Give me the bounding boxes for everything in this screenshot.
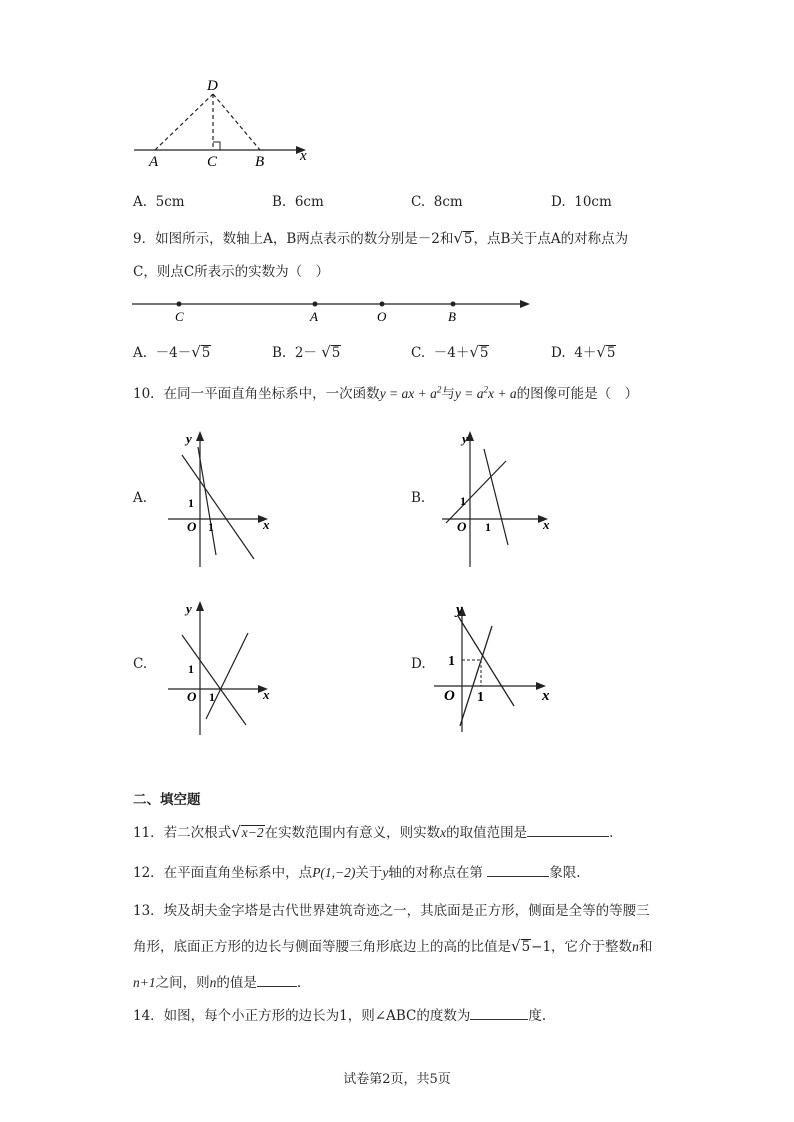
q9-line1: 9．如图所示，数轴上A，B两点表示的数分别是－2和√5，点B关于点A的对称点为 [133, 229, 629, 247]
graph-b-one-x: 1 [485, 520, 491, 534]
label-c: C [207, 154, 218, 170]
q11-answer-blank[interactable] [527, 822, 609, 837]
q10-option-b-label: B. [411, 490, 426, 506]
q9-line2: C，则点C所表示的实数为（ ） [133, 264, 330, 280]
q10-option-d-label: D. [411, 656, 426, 672]
q14-answer-blank[interactable] [470, 1005, 528, 1020]
graph-a-one-x: 1 [208, 520, 214, 534]
graph-d-one-y: 1 [448, 654, 455, 669]
graph-a-o: O [187, 519, 197, 534]
graph-b-one-y: 1 [460, 494, 466, 508]
graph-option-d [430, 598, 560, 738]
q8-option-d: D. 10cm [551, 194, 612, 210]
graph-d-y: y [456, 602, 463, 618]
number-line-q9 [128, 294, 538, 328]
graph-d-o: O [444, 688, 455, 704]
figure-q8 [128, 72, 328, 172]
label-d: D [207, 78, 218, 94]
q13-answer-blank[interactable] [257, 972, 297, 987]
graph-option-b [440, 425, 560, 575]
q12: 12．在平面直角坐标系中，点P(1,−2)关于y轴的对称点在第 象限. [133, 862, 581, 882]
q10-stem: 10．在同一平面直角坐标系中，一次函数y = ax + $a^2$与$y = a^2x + a$的图像可能是（ ） [133, 384, 639, 402]
graph-option-a [160, 425, 280, 575]
graph-option-c [160, 595, 280, 740]
q9-option-c: C. －4＋√5 [411, 343, 489, 361]
q9-option-b: B. 2－ √5 [272, 343, 341, 361]
q11: 11．若二次根式√x−2在实数范围内有意义，则实数x的取值范围是 . [133, 823, 614, 841]
graph-c-one-x: 1 [209, 690, 215, 704]
graph-b-o: O [457, 519, 467, 534]
q9-option-d: D. 4＋√5 [551, 343, 616, 361]
q8-option-c: C. 8cm [411, 194, 463, 210]
label-x: x [300, 148, 307, 164]
q13-line2: 角形，底面正方形的边长与侧面等腰三角形底边上的高的比值是√5−1，它介于整数n和 [133, 937, 653, 955]
graph-a-x: x [263, 517, 270, 532]
graph-c-o: O [187, 689, 197, 704]
q13-line3: n+1之间，则n的值是 . [133, 972, 301, 992]
label-a: A [149, 154, 159, 170]
graph-c-y: y [186, 601, 192, 616]
graph-b-y: y [462, 431, 468, 446]
section-title: 二、填空题 [133, 792, 201, 808]
q10-option-c-label: C. [133, 656, 148, 672]
graph-d-x: x [542, 688, 550, 704]
graph-a-y: y [186, 431, 192, 446]
axis-label-o: O [377, 309, 387, 324]
q10-option-a-label: A. [133, 490, 148, 506]
axis-label-a: A [310, 309, 318, 324]
q9-option-a: A. －4－√5 [133, 343, 211, 361]
graph-b-x: x [543, 517, 550, 532]
graph-a-one-y: 1 [188, 496, 194, 510]
label-b: B [255, 154, 265, 170]
q13-line1: 13．埃及胡夫金字塔是古代世界建筑奇迹之一，其底面是正方形，侧面是全等的等腰三 [133, 903, 650, 919]
q8-option-a: A. 5cm [133, 194, 185, 210]
graph-c-one-y: 1 [188, 662, 194, 676]
axis-label-b: B [448, 309, 456, 324]
axis-label-c: C [175, 309, 184, 324]
q8-option-b: B. 6cm [272, 194, 324, 210]
q12-answer-blank[interactable] [487, 862, 549, 877]
q14: 14．如图，每个小正方形的边长为1，则∠ABC的度数为 度. [133, 1005, 546, 1025]
graph-d-one-x: 1 [477, 690, 484, 705]
graph-c-x: x [263, 687, 270, 702]
page-footer: 试卷第2页，共5页 [343, 1072, 451, 1087]
